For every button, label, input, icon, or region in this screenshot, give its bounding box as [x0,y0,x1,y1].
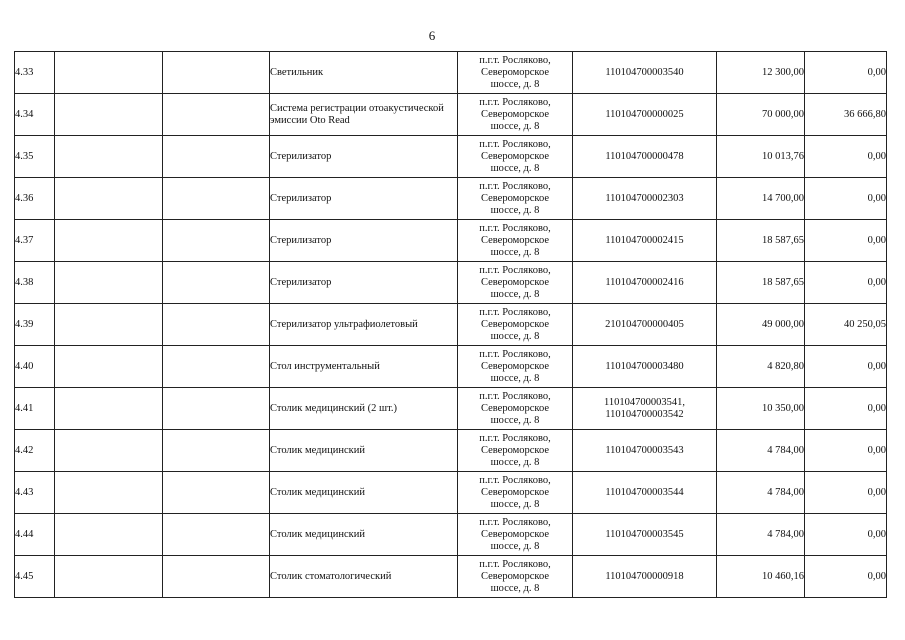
assets-table-body [15,52,887,598]
address-line: п.г.т. Росляково, [479,558,551,570]
address-line: Североморское [480,276,550,288]
inventory-number [573,262,717,304]
inventory-number-line: 110104700003542 [605,408,684,420]
assets-table [14,51,887,598]
empty-cell [55,556,163,598]
inventory-number-line: 110104700003543 [605,444,684,456]
asset-name: Столик стоматологический [270,556,458,598]
inventory-number-line: 110104700002303 [605,192,684,204]
asset-name: Стерилизатор [270,220,458,262]
asset-address [458,136,573,178]
table-row [15,178,887,220]
empty-cell [55,514,163,556]
asset-address [458,94,573,136]
asset-address [458,472,573,514]
row-number: 4.44 [15,514,55,556]
address-line: Североморское [480,192,550,204]
book-value: 18 587,65 [717,262,805,304]
address-line: Североморское [480,150,550,162]
table-row [15,430,887,472]
inventory-number-line: 110104700003541, [604,396,685,408]
inventory-number-line: 110104700003545 [605,528,684,540]
address-line: шоссе, д. 8 [490,78,540,90]
empty-cell [163,94,270,136]
table-row [15,220,887,262]
address-line: шоссе, д. 8 [490,162,540,174]
table-row [15,346,887,388]
address-line: шоссе, д. 8 [490,330,540,342]
empty-cell [163,388,270,430]
inventory-number [573,136,717,178]
book-value: 10 460,16 [717,556,805,598]
inventory-number [573,178,717,220]
address-line: шоссе, д. 8 [490,414,540,426]
asset-address [458,220,573,262]
asset-name: Столик медицинский [270,430,458,472]
table-row [15,388,887,430]
empty-cell [163,556,270,598]
row-number: 4.39 [15,304,55,346]
inventory-number [573,220,717,262]
empty-cell [55,220,163,262]
inventory-number-line: 110104700002415 [605,234,684,246]
row-number: 4.40 [15,346,55,388]
address-line: п.г.т. Росляково, [479,180,551,192]
page-number: 6 [428,28,436,43]
address-line: п.г.т. Росляково, [479,96,551,108]
address-line: п.г.т. Росляково, [479,474,551,486]
asset-name: Светильник [270,52,458,94]
empty-cell [163,304,270,346]
inventory-number [573,514,717,556]
residual-value: 0,00 [805,52,887,94]
row-number: 4.41 [15,388,55,430]
asset-name: Столик медицинский (2 шт.) [270,388,458,430]
table-row [15,556,887,598]
address-line: п.г.т. Росляково, [479,222,551,234]
address-line: шоссе, д. 8 [490,372,540,384]
book-value: 4 784,00 [717,472,805,514]
residual-value: 0,00 [805,388,887,430]
book-value: 12 300,00 [717,52,805,94]
empty-cell [163,178,270,220]
residual-value: 0,00 [805,514,887,556]
address-line: шоссе, д. 8 [490,120,540,132]
empty-cell [55,304,163,346]
row-number: 4.34 [15,94,55,136]
address-line: п.г.т. Росляково, [479,264,551,276]
book-value: 10 013,76 [717,136,805,178]
inventory-number-line: 110104700003540 [605,66,684,78]
book-value: 4 784,00 [717,430,805,472]
empty-cell [55,388,163,430]
address-line: Североморское [480,360,550,372]
empty-cell [163,52,270,94]
book-value: 18 587,65 [717,220,805,262]
row-number: 4.43 [15,472,55,514]
asset-name: Система регистрации отоакустической эмиссии Oto Read [270,94,458,136]
empty-cell [55,178,163,220]
asset-address [458,430,573,472]
empty-cell [55,94,163,136]
inventory-number-line: 210104700000405 [605,318,684,330]
row-number: 4.42 [15,430,55,472]
residual-value: 36 666,80 [805,94,887,136]
address-line: Североморское [480,486,550,498]
address-line: шоссе, д. 8 [490,456,540,468]
empty-cell [55,136,163,178]
address-line: Североморское [480,528,550,540]
empty-cell [163,514,270,556]
residual-value: 0,00 [805,430,887,472]
asset-address [458,52,573,94]
inventory-number-line: 110104700000918 [605,570,684,582]
inventory-number-line: 110104700002416 [605,276,684,288]
asset-address [458,304,573,346]
asset-address [458,262,573,304]
row-number: 4.35 [15,136,55,178]
row-number: 4.38 [15,262,55,304]
book-value: 14 700,00 [717,178,805,220]
asset-address [458,388,573,430]
address-line: п.г.т. Росляково, [479,390,551,402]
inventory-number-line: 110104700003544 [605,486,684,498]
asset-address [458,178,573,220]
address-line: п.г.т. Росляково, [479,54,551,66]
book-value: 49 000,00 [717,304,805,346]
residual-value: 0,00 [805,220,887,262]
asset-name: Столик медицинский [270,514,458,556]
empty-cell [163,430,270,472]
empty-cell [163,346,270,388]
table-row [15,304,887,346]
asset-name: Стол инструментальный [270,346,458,388]
inventory-number [573,304,717,346]
empty-cell [163,220,270,262]
address-line: Североморское [480,234,550,246]
inventory-number-line: 110104700000025 [605,108,684,120]
address-line: шоссе, д. 8 [490,288,540,300]
inventory-number [573,472,717,514]
address-line: шоссе, д. 8 [490,498,540,510]
address-line: шоссе, д. 8 [490,582,540,594]
table-row [15,94,887,136]
residual-value: 0,00 [805,178,887,220]
address-line: п.г.т. Росляково, [479,138,551,150]
book-value: 10 350,00 [717,388,805,430]
address-line: п.г.т. Росляково, [479,432,551,444]
row-number: 4.33 [15,52,55,94]
empty-cell [163,262,270,304]
address-line: п.г.т. Росляково, [479,348,551,360]
empty-cell [55,472,163,514]
row-number: 4.45 [15,556,55,598]
row-number: 4.37 [15,220,55,262]
asset-name: Стерилизатор ультрафиолетовый [270,304,458,346]
address-line: Североморское [480,402,550,414]
asset-name: Стерилизатор [270,136,458,178]
residual-value: 0,00 [805,346,887,388]
residual-value: 40 250,05 [805,304,887,346]
empty-cell [163,472,270,514]
inventory-number [573,52,717,94]
table-row [15,262,887,304]
inventory-number [573,388,717,430]
address-line: шоссе, д. 8 [490,246,540,258]
book-value: 4 820,80 [717,346,805,388]
residual-value: 0,00 [805,136,887,178]
asset-name: Столик медицинский [270,472,458,514]
asset-address [458,556,573,598]
asset-address [458,514,573,556]
inventory-number-line: 110104700000478 [605,150,684,162]
address-line: шоссе, д. 8 [490,204,540,216]
address-line: п.г.т. Росляково, [479,516,551,528]
residual-value: 0,00 [805,262,887,304]
empty-cell [55,346,163,388]
row-number: 4.36 [15,178,55,220]
residual-value: 0,00 [805,472,887,514]
empty-cell [55,52,163,94]
table-row [15,514,887,556]
asset-name: Стерилизатор [270,178,458,220]
asset-name: Стерилизатор [270,262,458,304]
empty-cell [163,136,270,178]
address-line: Североморское [480,108,550,120]
inventory-number [573,430,717,472]
address-line: Североморское [480,570,550,582]
address-line: п.г.т. Росляково, [479,306,551,318]
table-row [15,136,887,178]
empty-cell [55,430,163,472]
inventory-number [573,94,717,136]
address-line: Североморское [480,66,550,78]
table-row [15,52,887,94]
book-value: 70 000,00 [717,94,805,136]
residual-value: 0,00 [805,556,887,598]
asset-address [458,346,573,388]
book-value: 4 784,00 [717,514,805,556]
inventory-number [573,346,717,388]
address-line: Североморское [480,318,550,330]
empty-cell [55,262,163,304]
inventory-number [573,556,717,598]
inventory-number-line: 110104700003480 [605,360,684,372]
address-line: шоссе, д. 8 [490,540,540,552]
address-line: Североморское [480,444,550,456]
table-row [15,472,887,514]
